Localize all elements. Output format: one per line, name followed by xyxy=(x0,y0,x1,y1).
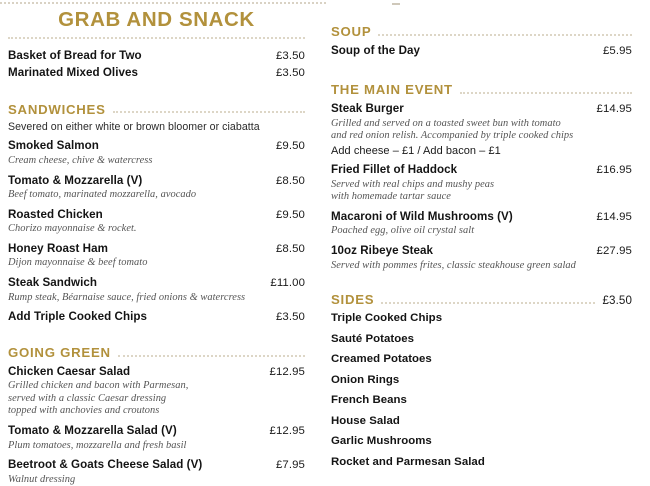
menu-item-description: Grilled and served on a toasted sweet bun with tomato and red onion relish. Accompanied by triple cooked chips xyxy=(331,117,574,142)
menu-item[interactable] xyxy=(331,244,632,272)
menu-item-description: Walnut dressing xyxy=(8,473,76,485)
menu-item-name: Chicken Caesar Salad xyxy=(8,364,131,378)
side-list-item[interactable]: Sauté Potatoes xyxy=(331,332,414,345)
menu-item[interactable] xyxy=(331,44,632,58)
side-list-item[interactable]: House Salad xyxy=(331,414,400,427)
menu-item[interactable] xyxy=(331,210,632,238)
top-divider-rule xyxy=(0,2,326,6)
menu-item-name: Fried Fillet of Haddock xyxy=(331,163,458,177)
section-soup xyxy=(331,24,632,58)
menu-item-description: Dijon mayonnaise & beef tomato xyxy=(8,257,148,269)
menu-item-name: Macaroni of Wild Mushrooms (V) xyxy=(331,209,513,223)
spacer xyxy=(8,331,305,343)
menu-item-price: £16.95 xyxy=(596,164,632,177)
menu-item[interactable] xyxy=(8,174,305,202)
section-rule xyxy=(378,34,632,36)
menu-item-price: £12.95 xyxy=(269,365,305,378)
menu-item-row xyxy=(8,174,305,188)
menu-item-row xyxy=(331,102,632,116)
side-list-item[interactable]: Onion Rings xyxy=(331,373,400,386)
menu-item[interactable] xyxy=(8,276,305,304)
menu-item-price: £9.50 xyxy=(275,208,305,221)
left-column xyxy=(0,0,325,485)
section-rule xyxy=(113,111,305,113)
menu-item-description: Beef tomato, marinated mozzarella, avocado xyxy=(8,189,197,201)
menu-item-name: Tomato & Mozzarella (V) xyxy=(8,173,143,187)
menu-item-name: 10oz Ribeye Steak xyxy=(331,244,434,258)
menu-item-name: Steak Burger xyxy=(331,102,404,116)
menu-item[interactable] xyxy=(8,66,305,80)
menu-item-row xyxy=(8,458,305,472)
section-header xyxy=(331,82,632,98)
menu-item-row xyxy=(8,49,305,63)
menu-item-description: Served with pommes frites, classic steakhouse green salad xyxy=(331,259,576,271)
menu-item-price: £7.95 xyxy=(275,459,305,472)
section-title: THE MAIN EVENT xyxy=(331,82,453,98)
menu-item-name: Tomato & Mozzarella Salad (V) xyxy=(8,424,177,438)
menu-item-description: Poached egg, olive oil crystal salt xyxy=(331,225,475,237)
side-list-item[interactable]: Rocket and Parmesan Salad xyxy=(331,455,485,468)
menu-item-description: Plum tomatoes, mozzarella and fresh basil xyxy=(8,439,187,451)
section-rule xyxy=(118,355,305,357)
menu-item[interactable] xyxy=(8,458,305,486)
section-title: GOING GREEN xyxy=(8,344,111,360)
menu-item[interactable] xyxy=(8,208,305,236)
side-list-item[interactable]: Creamed Potatoes xyxy=(331,353,432,366)
menu-item-description: Cream cheese, chive & watercress xyxy=(8,154,153,166)
spacer xyxy=(331,278,632,290)
menu-item[interactable] xyxy=(8,424,305,452)
menu-item-price: £3.50 xyxy=(275,49,305,62)
section-rule xyxy=(460,92,632,94)
menu-item-price: £5.95 xyxy=(602,44,632,57)
menu-item-price: £8.50 xyxy=(275,174,305,187)
right-column xyxy=(325,0,650,478)
section-header xyxy=(8,345,305,361)
menu-item-price: £3.50 xyxy=(275,311,305,324)
title-divider xyxy=(8,37,305,39)
menu-item-row xyxy=(8,66,305,80)
menu-item-price: £8.50 xyxy=(275,242,305,255)
menu-item-price: £14.95 xyxy=(596,103,632,116)
menu-item[interactable] xyxy=(8,139,305,167)
section-price: £3.50 xyxy=(602,293,632,307)
menu-item-price: £11.00 xyxy=(270,277,305,290)
menu-item[interactable] xyxy=(8,310,305,324)
page-title: GRAB AND SNACK xyxy=(58,8,255,31)
menu-item-price: £14.95 xyxy=(596,210,632,223)
section-header xyxy=(331,24,632,40)
section-main-event xyxy=(331,82,632,272)
menu-item-name: Steak Sandwich xyxy=(8,276,97,290)
menu-item-price: £3.50 xyxy=(275,67,305,80)
menu-item-row xyxy=(8,139,305,153)
menu-item-row xyxy=(8,276,305,290)
menu-item-price: £27.95 xyxy=(596,245,632,258)
menu-item-row xyxy=(331,163,632,177)
menu-item-row xyxy=(331,210,632,224)
menu-item-price: £9.50 xyxy=(275,140,305,153)
menu-item-row xyxy=(331,244,632,258)
menu-item-name: Honey Roast Ham xyxy=(8,241,108,255)
menu-item-name: Add Triple Cooked Chips xyxy=(8,310,147,324)
section-going-green xyxy=(8,345,305,486)
menu-item-name: Roasted Chicken xyxy=(8,207,103,221)
menu-item-description: Served with real chips and mushy peas with homemade tartar sauce xyxy=(331,178,495,203)
menu-item-name: Beetroot & Goats Cheese Salad (V) xyxy=(8,458,203,472)
spacer xyxy=(331,14,632,22)
menu-item-row xyxy=(8,365,305,379)
menu-item-description: Chorizo mayonnaise & rocket. xyxy=(8,223,137,235)
menu-item-row xyxy=(331,44,632,58)
menu-item-name: Marinated Mixed Olives xyxy=(8,66,138,80)
section-rule xyxy=(381,302,595,304)
spacer xyxy=(8,84,305,100)
menu-item-row xyxy=(8,310,305,324)
section-title: SIDES xyxy=(331,292,375,308)
side-list-item[interactable]: French Beans xyxy=(331,394,407,407)
menu-item-addon: Add cheese – £1 / Add bacon – £1 xyxy=(331,145,501,158)
menu-item-name: Basket of Bread for Two xyxy=(8,48,142,62)
section-note: Severed on either white or brown bloomer or ciabatta xyxy=(8,121,260,134)
menu-item-name: Smoked Salmon xyxy=(8,139,99,153)
section-header xyxy=(8,102,305,118)
spacer xyxy=(331,64,632,80)
section-sides xyxy=(331,292,632,467)
section-title: SANDWICHES xyxy=(8,101,106,117)
menu-item-description: Grilled chicken and bacon with Parmesan, served with a classic Caesar dressing topped with anchovies and croutons xyxy=(8,380,189,417)
menu-item[interactable] xyxy=(8,242,305,270)
side-list-item[interactable]: Garlic Mushrooms xyxy=(331,435,432,448)
menu-item[interactable] xyxy=(8,365,305,419)
section-title: SOUP xyxy=(331,24,372,39)
menu-item-name: Soup of the Day xyxy=(331,43,420,57)
top-dash-mark xyxy=(392,3,400,5)
menu-item-row xyxy=(8,242,305,256)
section-sandwiches xyxy=(8,102,305,325)
section-header xyxy=(331,292,632,308)
snack-items-group xyxy=(8,49,305,81)
menu-item-description: Rump steak, Béarnaise sauce, fried onions & watercress xyxy=(8,291,246,303)
side-list-item[interactable]: Triple Cooked Chips xyxy=(331,312,443,325)
menu-item-price: £12.95 xyxy=(269,425,305,438)
menu-item[interactable] xyxy=(331,102,632,157)
menu-item-row xyxy=(8,424,305,438)
menu-item[interactable] xyxy=(331,163,632,204)
menu-item-row xyxy=(8,208,305,222)
menu-item[interactable] xyxy=(8,49,305,63)
